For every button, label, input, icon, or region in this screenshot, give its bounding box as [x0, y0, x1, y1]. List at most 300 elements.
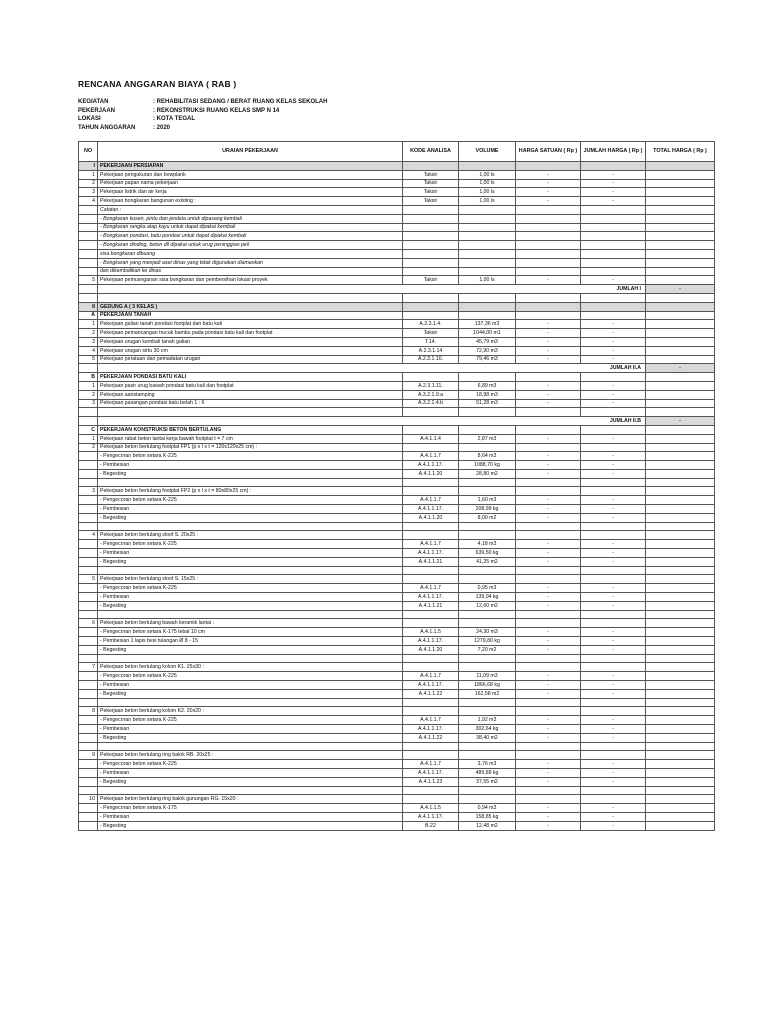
meta-value: : REKONSTRUKSI RUANG KELAS SMP N 14 — [153, 107, 280, 114]
cell-jumlah-harga: - — [581, 601, 646, 610]
cell-no — [79, 601, 98, 610]
table-header-row — [79, 142, 715, 162]
cell-harga-satuan — [516, 443, 581, 452]
cell-volume: 1044,00 m1 — [459, 329, 516, 338]
cell-volume: 7,20 m2 — [459, 645, 516, 654]
cell-no — [79, 557, 98, 566]
cell-volume: 1,00 ls — [459, 276, 516, 285]
cell-total-harga — [646, 469, 715, 478]
table-row — [79, 593, 715, 602]
cell-harga-satuan — [516, 478, 581, 487]
cell-kode: A.4.1.1.22 — [403, 689, 459, 698]
cell-volume: 8,64 m3 — [459, 452, 516, 461]
cell-volume: 12,48 m2 — [459, 821, 516, 830]
table-row — [79, 821, 715, 830]
cell-no: II — [79, 302, 98, 311]
cell-volume: 0,95 m3 — [459, 584, 516, 593]
cell-jumlah-harga: - — [581, 197, 646, 206]
blank-row — [79, 566, 715, 575]
cell-total-harga — [646, 179, 715, 188]
meta-value: : REHABILITASI SEDANG / BERAT RUANG KELAS SEKOLAH — [153, 99, 328, 105]
cell-uraian — [98, 786, 403, 795]
cell-no — [79, 812, 98, 821]
cell-no: 2 — [79, 443, 98, 452]
cell-no: 4 — [79, 346, 98, 355]
cell-kode — [403, 663, 459, 672]
cell-uraian — [98, 566, 403, 575]
cell-kode: Taksir — [403, 170, 459, 179]
cell-volume — [459, 478, 516, 487]
table-row — [79, 707, 715, 716]
subtotal-row — [79, 285, 715, 294]
cell-total-harga — [646, 232, 715, 241]
meta-key: LOKASI — [78, 116, 101, 123]
cell-total-harga — [646, 725, 715, 734]
cell-total-harga — [646, 355, 715, 364]
meta-row — [78, 98, 327, 107]
cell-uraian — [98, 742, 403, 751]
cell-no — [79, 249, 98, 258]
cell-no — [79, 672, 98, 681]
cell-jumlah-harga: - — [581, 549, 646, 558]
cell-uraian: - Pengecoran beton setara K-225 — [98, 584, 403, 593]
table-row — [79, 381, 715, 390]
cell-kode — [403, 258, 459, 267]
cell-volume — [459, 619, 516, 628]
cell-harga-satuan — [516, 610, 581, 619]
cell-no: 5 — [79, 355, 98, 364]
cell-volume — [459, 566, 516, 575]
cell-jumlah-harga — [581, 522, 646, 531]
cell-no: I — [79, 162, 98, 171]
cell-volume — [459, 267, 516, 276]
cell-volume — [459, 707, 516, 716]
blank-row — [79, 610, 715, 619]
cell-total-harga — [646, 487, 715, 496]
cell-volume: 41,25 m2 — [459, 557, 516, 566]
cell-uraian: Pekerjaan beton bertulang sloof S. 15x25 : — [98, 575, 403, 584]
blank-row — [79, 522, 715, 531]
cell-uraian: - Pembesian — [98, 461, 403, 470]
table-row — [79, 716, 715, 725]
cell-volume: 18,98 m3 — [459, 390, 516, 399]
table-row — [79, 337, 715, 346]
cell-kode: B.22 — [403, 821, 459, 830]
cell-jumlah-harga: - — [581, 337, 646, 346]
cell-kode: A.4.1.1.17. — [403, 505, 459, 514]
cell-total-harga — [646, 821, 715, 830]
cell-harga-satuan: - — [516, 381, 581, 390]
cell-uraian: Pekerjaan beton bertulang kolom K2. 20x20 : — [98, 707, 403, 716]
cell-uraian: Pekerjaan listrik dan air kerja — [98, 188, 403, 197]
cell-jumlah-harga: - — [581, 821, 646, 830]
cell-no: 9 — [79, 751, 98, 760]
subtotal-label: JUMLAH II.B — [98, 417, 646, 426]
cell-no — [79, 469, 98, 478]
cell-jumlah-harga — [581, 443, 646, 452]
cell-no — [79, 786, 98, 795]
cell-total-harga — [646, 557, 715, 566]
cell-harga-satuan: - — [516, 179, 581, 188]
cell-no — [79, 452, 98, 461]
cell-kode — [403, 698, 459, 707]
cell-volume: 38,40 m2 — [459, 733, 516, 742]
cell-total-harga — [646, 531, 715, 540]
cell-total-harga — [646, 302, 715, 311]
cell-uraian: GEDUNG A ( 3 KELAS ) — [98, 302, 403, 311]
cell-kode: Taksir — [403, 329, 459, 338]
cell-volume: 1,60 m3 — [459, 496, 516, 505]
cell-total-harga — [646, 689, 715, 698]
cell-total-harga — [646, 390, 715, 399]
cell-kode: A.4.1.1.5 — [403, 804, 459, 813]
cell-harga-satuan — [516, 267, 581, 276]
table-row — [79, 355, 715, 364]
cell-uraian: Pekerjaan pasir urug bawah pondasi batu kali dan footplat — [98, 381, 403, 390]
cell-kode: A.4.1.1.7 — [403, 540, 459, 549]
table-row — [79, 452, 715, 461]
cell-total-harga — [646, 619, 715, 628]
cell-harga-satuan — [516, 232, 581, 241]
table-row — [79, 197, 715, 206]
cell-jumlah-harga: - — [581, 390, 646, 399]
cell-no — [79, 733, 98, 742]
cell-harga-satuan — [516, 707, 581, 716]
cell-uraian — [98, 293, 403, 302]
cell-total-harga — [646, 645, 715, 654]
cell-kode — [403, 302, 459, 311]
cell-volume: 302,64 kg — [459, 725, 516, 734]
cell-volume — [459, 223, 516, 232]
cell-no — [79, 742, 98, 751]
cell-no — [79, 698, 98, 707]
header-harga-satuan: HARGA SATUAN ( Rp ) — [516, 142, 581, 162]
cell-uraian: - Pembesian — [98, 725, 403, 734]
cell-volume: 1866,68 kg — [459, 681, 516, 690]
table-row — [79, 663, 715, 672]
cell-harga-satuan — [516, 258, 581, 267]
cell-uraian: Pekerjaan beton bertulang bawah keramik lantai : — [98, 619, 403, 628]
cell-uraian: dan dikembalikan ke dinas — [98, 267, 403, 276]
cell-kode — [403, 267, 459, 276]
meta-row — [78, 115, 327, 124]
cell-harga-satuan — [516, 663, 581, 672]
cell-kode: A.2.3.1.10. — [403, 355, 459, 364]
cell-total-harga — [646, 716, 715, 725]
cell-total-harga — [646, 742, 715, 751]
cell-kode — [403, 487, 459, 496]
cell-total-harga — [646, 399, 715, 408]
cell-volume: 1,00 ls — [459, 179, 516, 188]
cell-volume — [459, 249, 516, 258]
cell-total-harga — [646, 584, 715, 593]
cell-jumlah-harga: - — [581, 760, 646, 769]
cell-total-harga — [646, 478, 715, 487]
cell-harga-satuan: - — [516, 496, 581, 505]
cell-kode: A.4.1.1.17. — [403, 461, 459, 470]
cell-volume: 12,60 m2 — [459, 601, 516, 610]
cell-kode: A.4.1.1.17. — [403, 637, 459, 646]
cell-total-harga — [646, 205, 715, 214]
cell-kode: A.2.3.1.14 — [403, 346, 459, 355]
cell-no — [79, 214, 98, 223]
cell-kode: A.4.1.1.17. — [403, 725, 459, 734]
cell-kode — [403, 293, 459, 302]
cell-total-harga — [646, 443, 715, 452]
cell-total-harga — [646, 162, 715, 171]
header-no: NO — [79, 142, 98, 162]
table-row — [79, 689, 715, 698]
cell-total-harga — [646, 610, 715, 619]
cell-uraian: sisa bongkaran dibuang — [98, 249, 403, 258]
cell-volume: 3,76 m3 — [459, 760, 516, 769]
cell-jumlah-harga: - — [581, 557, 646, 566]
cell-volume — [459, 795, 516, 804]
table-row — [79, 777, 715, 786]
cell-harga-satuan — [516, 373, 581, 382]
cell-kode — [403, 478, 459, 487]
cell-uraian: - Begesting — [98, 645, 403, 654]
cell-volume — [459, 214, 516, 223]
table-row — [79, 249, 715, 258]
cell-no — [79, 241, 98, 250]
cell-jumlah-harga: - — [581, 584, 646, 593]
cell-jumlah-harga — [581, 531, 646, 540]
cell-uraian: Pekerjaan urugan sirtu 30 cm — [98, 346, 403, 355]
cell-volume: 4,18 m3 — [459, 540, 516, 549]
cell-harga-satuan: - — [516, 689, 581, 698]
cell-harga-satuan: - — [516, 434, 581, 443]
table-row — [79, 496, 715, 505]
meta-key: TAHUN ANGGARAN — [78, 124, 136, 131]
cell-harga-satuan: - — [516, 777, 581, 786]
table-row — [79, 390, 715, 399]
cell-no — [79, 821, 98, 830]
cell-jumlah-harga — [581, 249, 646, 258]
cell-no: 4 — [79, 531, 98, 540]
cell-uraian — [98, 654, 403, 663]
table-row — [79, 461, 715, 470]
cell-volume — [459, 241, 516, 250]
cell-total-harga — [646, 241, 715, 250]
cell-no — [79, 478, 98, 487]
cell-uraian: - Pengecoran beton setara K-225 — [98, 672, 403, 681]
table-row — [79, 549, 715, 558]
cell-kode — [403, 654, 459, 663]
cell-uraian: Pekerjaan beton bertulang footplat FP1 (p x l x t = 120x120x25 cm) : — [98, 443, 403, 452]
cell-total-harga — [646, 329, 715, 338]
cell-no — [79, 205, 98, 214]
cell-kode — [403, 610, 459, 619]
cell-kode — [403, 373, 459, 382]
section-row — [79, 311, 715, 320]
cell-uraian: Pekerjaan pengukuran dan bowplank — [98, 170, 403, 179]
cell-total-harga — [646, 522, 715, 531]
cell-kode — [403, 566, 459, 575]
cell-no: C — [79, 425, 98, 434]
cell-uraian: - Pembesian — [98, 593, 403, 602]
table-row — [79, 258, 715, 267]
cell-harga-satuan: - — [516, 733, 581, 742]
meta-row — [78, 107, 327, 116]
header-uraian: URAIAN PEKERJAAN — [98, 142, 403, 162]
cell-uraian: PEKERJAAN PONDASI BATU KALI — [98, 373, 403, 382]
cell-harga-satuan: - — [516, 452, 581, 461]
cell-harga-satuan: - — [516, 821, 581, 830]
cell-no: 7 — [79, 663, 98, 672]
cell-jumlah-harga: - — [581, 188, 646, 197]
cell-kode — [403, 408, 459, 417]
cell-kode: A.4.1.1.5 — [403, 628, 459, 637]
cell-harga-satuan — [516, 795, 581, 804]
table-row — [79, 531, 715, 540]
cell-kode — [403, 619, 459, 628]
table-row — [79, 645, 715, 654]
cell-total-harga — [646, 320, 715, 329]
cell-harga-satuan: - — [516, 716, 581, 725]
cell-uraian: - Bongkaran yang menjadi aset dinas yang tidak digunakan diamankan — [98, 258, 403, 267]
cell-volume — [459, 742, 516, 751]
cell-no: 3 — [79, 188, 98, 197]
table-row — [79, 760, 715, 769]
cell-total-harga — [646, 249, 715, 258]
cell-uraian: - Pengecoran beton setara K-225 — [98, 496, 403, 505]
cell-harga-satuan — [516, 302, 581, 311]
cell-total-harga — [646, 681, 715, 690]
cell-uraian — [98, 408, 403, 417]
cell-harga-satuan — [516, 214, 581, 223]
cell-kode: A.4.1.1.7 — [403, 496, 459, 505]
cell-kode: A.4.1.1.7 — [403, 716, 459, 725]
cell-jumlah-harga: - — [581, 733, 646, 742]
cell-kode — [403, 575, 459, 584]
cell-harga-satuan: - — [516, 557, 581, 566]
cell-jumlah-harga: - — [581, 513, 646, 522]
cell-uraian: - Pembesian — [98, 681, 403, 690]
cell-kode: A.4.1.1.17. — [403, 812, 459, 821]
cell-total: - — [646, 285, 715, 294]
cell-harga-satuan — [516, 654, 581, 663]
cell-jumlah-harga: - — [581, 461, 646, 470]
cell-kode — [403, 311, 459, 320]
cell-volume — [459, 610, 516, 619]
table-row — [79, 434, 715, 443]
cell-uraian — [98, 522, 403, 531]
cell-jumlah-harga — [581, 795, 646, 804]
cell-volume — [459, 487, 516, 496]
cell-harga-satuan: - — [516, 725, 581, 734]
cell-total-harga — [646, 804, 715, 813]
cell-total-harga — [646, 434, 715, 443]
cell-jumlah-harga — [581, 566, 646, 575]
table-row — [79, 232, 715, 241]
cell-harga-satuan: - — [516, 346, 581, 355]
meta-value: : KOTA TEGAL — [153, 116, 195, 123]
cell-harga-satuan: - — [516, 804, 581, 813]
cell-uraian: - Pengecoran beton setara K-225 — [98, 452, 403, 461]
cell-uraian: - Begesting — [98, 821, 403, 830]
cell-volume: 79,46 m3 — [459, 355, 516, 364]
cell-total-harga — [646, 267, 715, 276]
cell-total-harga — [646, 513, 715, 522]
cell-no — [79, 628, 98, 637]
cell-no — [79, 513, 98, 522]
cell-volume: 2,87 m3 — [459, 434, 516, 443]
cell-total-harga — [646, 258, 715, 267]
cell-uraian — [98, 478, 403, 487]
cell-total-harga — [646, 214, 715, 223]
table-row — [79, 795, 715, 804]
cell-total-harga — [646, 373, 715, 382]
cell-harga-satuan: - — [516, 549, 581, 558]
cell-kode: A.4.1.1.17. — [403, 593, 459, 602]
cell-jumlah-harga — [581, 373, 646, 382]
cell-harga-satuan: - — [516, 645, 581, 654]
cell-jumlah-harga — [581, 302, 646, 311]
cell-jumlah-harga — [581, 267, 646, 276]
cell-uraian: Pekerjaan perataan dan pemadatan urugan — [98, 355, 403, 364]
cell-kode: Taksir — [403, 188, 459, 197]
cell-total-harga — [646, 672, 715, 681]
header-kode: KODE ANALISA — [403, 142, 459, 162]
cell-no — [79, 408, 98, 417]
cell-jumlah-harga: - — [581, 593, 646, 602]
cell-kode — [403, 241, 459, 250]
cell-jumlah-harga — [581, 487, 646, 496]
cell-no — [79, 522, 98, 531]
cell-no — [79, 716, 98, 725]
cell-jumlah-harga — [581, 205, 646, 214]
table-row — [79, 346, 715, 355]
table-row — [79, 575, 715, 584]
cell-uraian: Pekerjaan rabat beton lantai kerja bawah footplat t = 7 cm — [98, 434, 403, 443]
cell-total-harga — [646, 777, 715, 786]
cell-no: 3 — [79, 487, 98, 496]
cell-uraian: Pekerjaan urugan kembali tanah galian — [98, 337, 403, 346]
cell-harga-satuan: - — [516, 188, 581, 197]
cell-kode: Taksir — [403, 197, 459, 206]
cell-total-harga — [646, 346, 715, 355]
cell-volume: 1,00 ls — [459, 188, 516, 197]
table-row — [79, 637, 715, 646]
table-row — [79, 205, 715, 214]
cell-no — [79, 496, 98, 505]
blank-row — [79, 654, 715, 663]
cell-kode — [403, 223, 459, 232]
cell-volume: 1279,80 kg — [459, 637, 516, 646]
meta-key: PEKERJAAN — [78, 107, 116, 114]
cell-volume — [459, 443, 516, 452]
cell-uraian: Pekerjaan galian tanah pondasi footplat dan batu kali — [98, 320, 403, 329]
cell-kode — [403, 443, 459, 452]
cell-no: 2 — [79, 329, 98, 338]
table-row — [79, 170, 715, 179]
cell-total-harga — [646, 593, 715, 602]
cell-total-harga — [646, 549, 715, 558]
cell-harga-satuan — [516, 311, 581, 320]
cell-jumlah-harga: - — [581, 645, 646, 654]
cell-kode: A.4.1.1.20 — [403, 645, 459, 654]
cell-volume: 8,00 m2 — [459, 513, 516, 522]
cell-kode — [403, 786, 459, 795]
cell-harga-satuan — [516, 223, 581, 232]
table-row — [79, 505, 715, 514]
cell-jumlah-harga — [581, 293, 646, 302]
cell-jumlah-harga: - — [581, 672, 646, 681]
cell-no: 8 — [79, 707, 98, 716]
cell-volume — [459, 663, 516, 672]
cell-harga-satuan: - — [516, 513, 581, 522]
